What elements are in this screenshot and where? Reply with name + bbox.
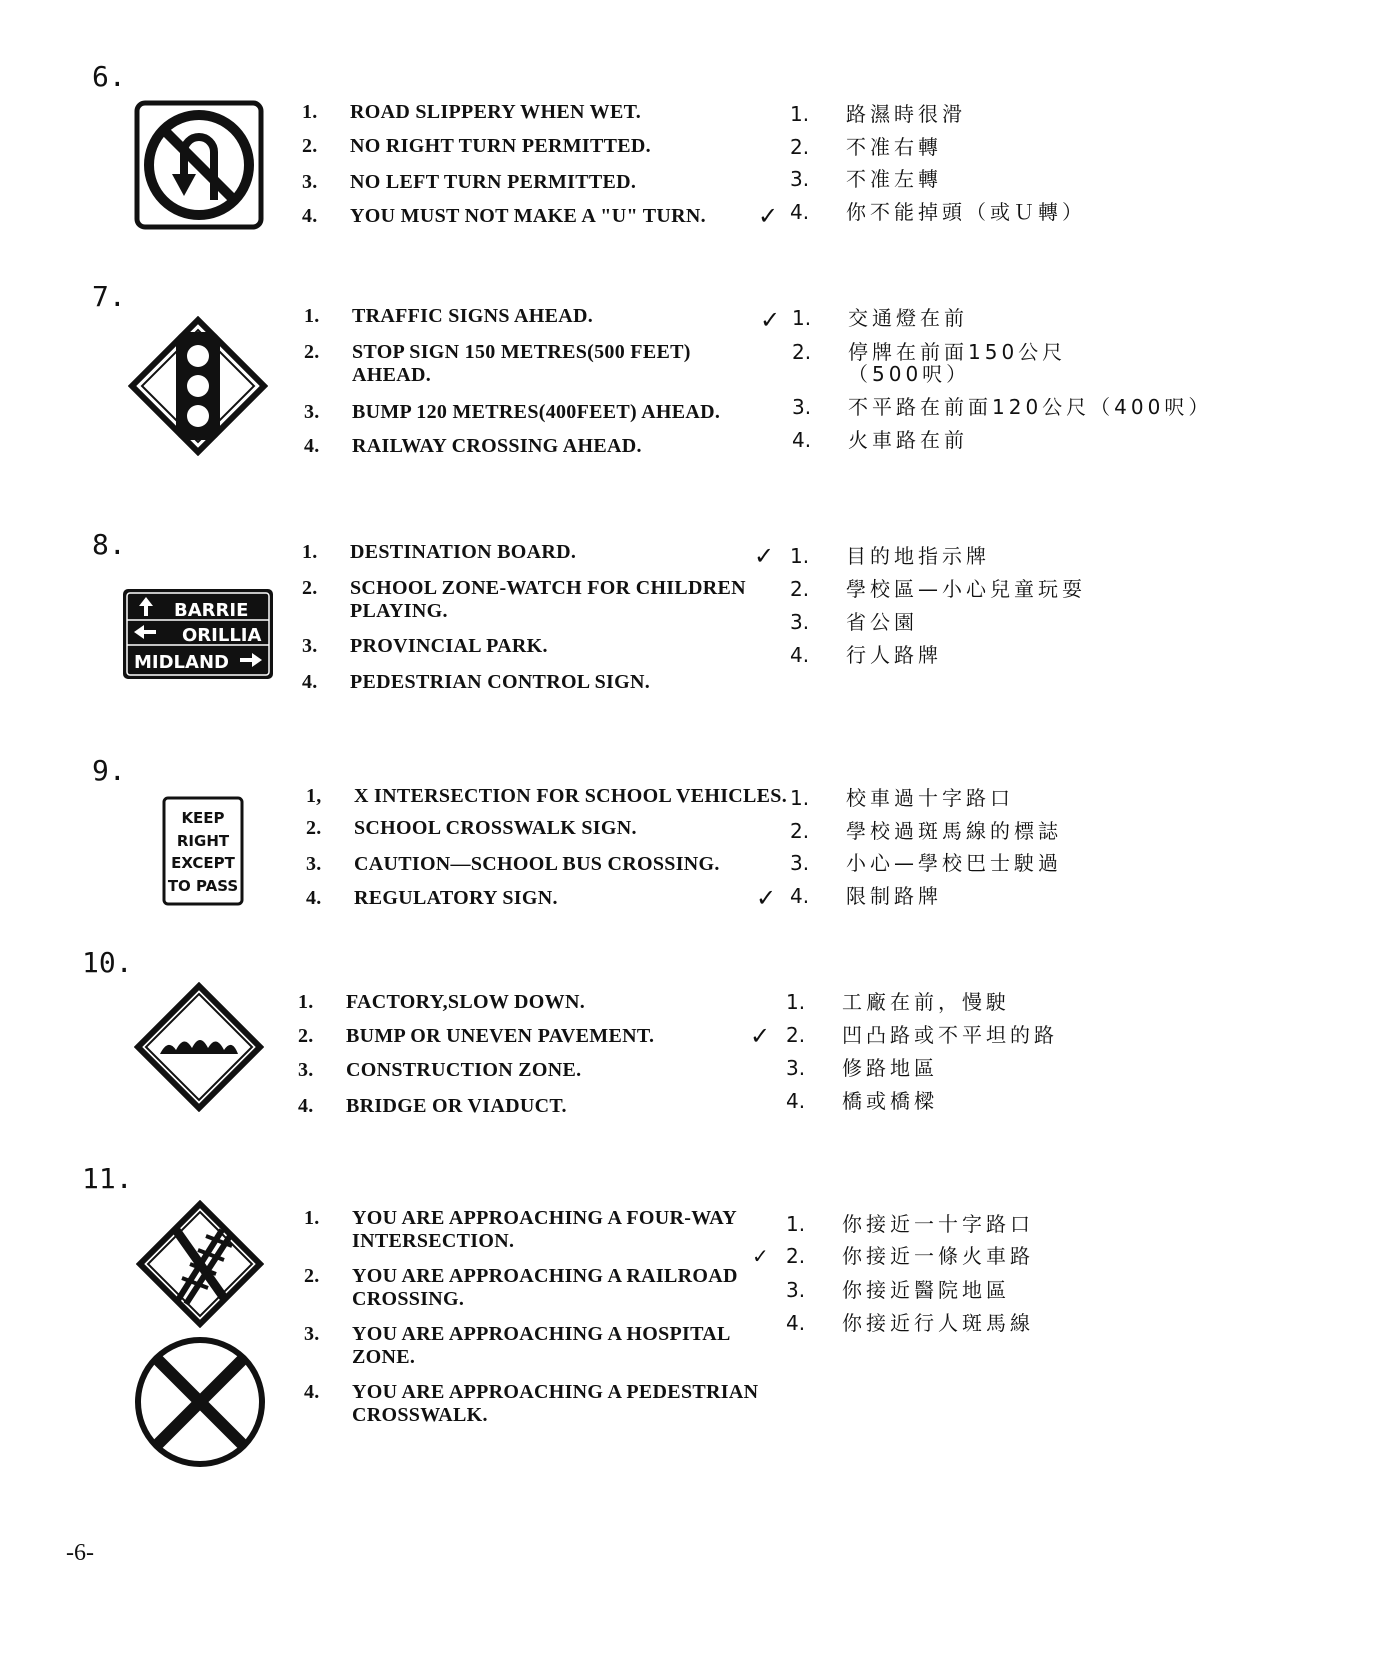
question-number: 6.: [92, 60, 126, 93]
question-number: 7.: [92, 280, 126, 313]
answer-option[interactable]: 4. RAILWAY CROSSING AHEAD.: [304, 435, 642, 457]
answer-option[interactable]: 4. YOU MUST NOT MAKE A "U" TURN.: [302, 205, 706, 227]
sign-line-1: KEEP: [181, 809, 225, 827]
no-u-turn-sign-icon: [134, 100, 264, 230]
page-number: -6-: [66, 1540, 94, 1566]
check-mark-icon: ✓: [750, 1022, 771, 1050]
answer-option[interactable]: 2. YOU ARE APPROACHING A RAILROAD CROSSING.: [304, 1265, 738, 1310]
answer-option[interactable]: 2. BUMP OR UNEVEN PAVEMENT.: [298, 1025, 655, 1047]
answer-option[interactable]: 4. YOU ARE APPROACHING A PEDESTRIAN CROSSWALK.: [304, 1381, 759, 1426]
answer-option[interactable]: 1, X INTERSECTION FOR SCHOOL VEHICLES.: [306, 785, 788, 807]
answer-option[interactable]: 3. CONSTRUCTION ZONE.: [298, 1059, 582, 1081]
railway-crossing-ahead-sign-icon: [136, 1200, 264, 1328]
check-mark-icon: ✓: [760, 306, 781, 334]
question-number: 8.: [92, 528, 126, 561]
answer-option[interactable]: 1. TRAFFIC SIGNS AHEAD.: [304, 305, 594, 327]
question-number: 10.: [82, 946, 133, 979]
sign-line-3: EXCEPT: [171, 854, 235, 872]
answer-option[interactable]: 1. YOU ARE APPROACHING A FOUR-WAY INTERSECTION.: [304, 1207, 737, 1252]
answer-option[interactable]: 1. DESTINATION BOARD.: [302, 541, 577, 563]
answer-option[interactable]: 3. CAUTION—SCHOOL BUS CROSSING.: [306, 853, 720, 875]
answer-option[interactable]: 3. BUMP 120 METRES(400FEET) AHEAD.: [304, 401, 721, 423]
destination-board-sign-icon: [122, 588, 274, 680]
question-number: 11.: [82, 1162, 133, 1195]
check-mark-icon: ✓: [754, 542, 775, 570]
answer-option[interactable]: 1. FACTORY,SLOW DOWN.: [298, 991, 586, 1013]
sign-line-1: BARRIE: [174, 600, 249, 621]
answer-option[interactable]: 4. REGULATORY SIGN.: [306, 887, 558, 909]
answer-option[interactable]: 2. NO RIGHT TURN PERMITTED.: [302, 135, 651, 157]
answer-option[interactable]: 3. NO LEFT TURN PERMITTED.: [302, 171, 637, 193]
check-mark-icon: ✓: [758, 202, 779, 230]
answer-option[interactable]: 2. SCHOOL ZONE-WATCH FOR CHILDREN PLAYING.: [302, 577, 746, 622]
keep-right-sign-icon: [162, 796, 244, 906]
answer-option[interactable]: 2. STOP SIGN 150 METRES(500 FEET) AHEAD.: [304, 341, 691, 386]
traffic-signal-ahead-sign-icon: [128, 316, 268, 456]
sign-line-2: RIGHT: [176, 832, 230, 850]
sign-line-3: MIDLAND: [134, 652, 229, 673]
answer-option[interactable]: 4. BRIDGE OR VIADUCT.: [298, 1095, 567, 1117]
answer-option[interactable]: 1. ROAD SLIPPERY WHEN WET.: [302, 101, 642, 123]
check-mark-icon: ✓: [756, 884, 777, 912]
check-mark-icon: ✓: [752, 1244, 769, 1268]
sign-line-2: ORILLIA: [182, 625, 262, 646]
bump-sign-icon: [134, 982, 264, 1112]
answer-option[interactable]: 3. YOU ARE APPROACHING A HOSPITAL ZONE.: [304, 1323, 731, 1368]
railway-crossing-sign-icon: [132, 1334, 268, 1470]
answer-option[interactable]: 4. PEDESTRIAN CONTROL SIGN.: [302, 671, 651, 693]
question-number: 9.: [92, 754, 126, 787]
answer-option[interactable]: 3. PROVINCIAL PARK.: [302, 635, 548, 657]
answer-option[interactable]: 2. SCHOOL CROSSWALK SIGN.: [306, 817, 637, 839]
sign-line-4: TO PASS: [167, 877, 239, 895]
